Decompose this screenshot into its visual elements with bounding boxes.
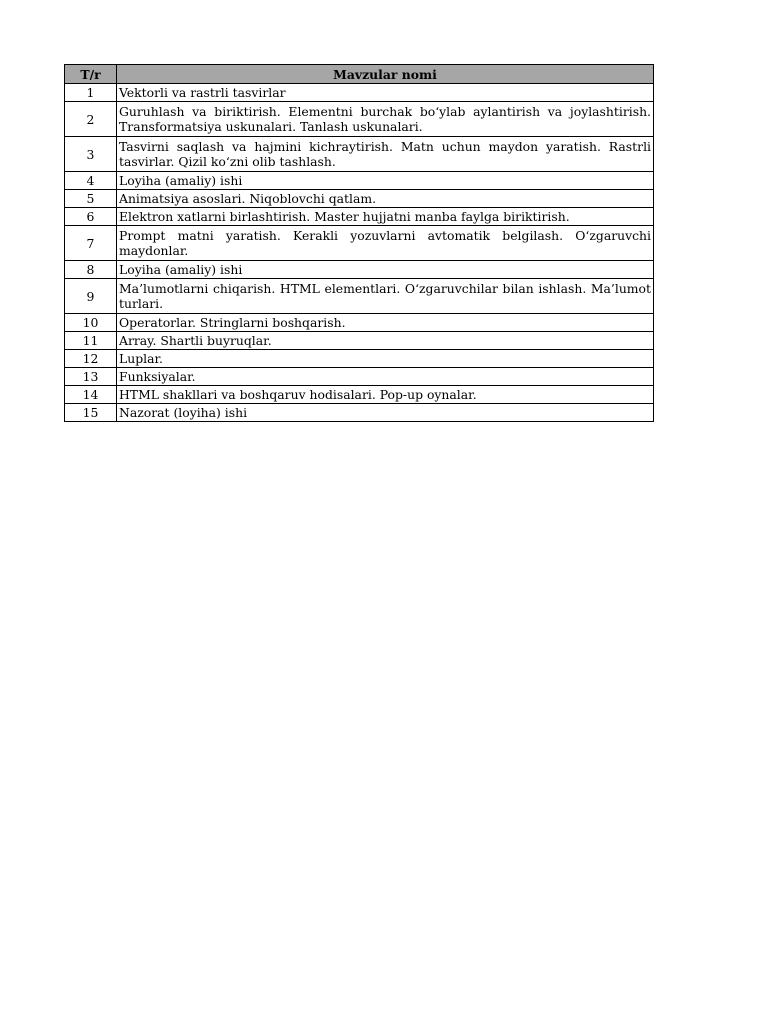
row-number: 3 [65,137,117,172]
table-row [65,84,654,102]
topics-table [64,64,654,422]
table-header-row [65,65,654,84]
header-topic: Mavzular nomi [117,65,654,84]
row-number: 13 [65,368,117,386]
table-row [65,208,654,226]
table-row [65,314,654,332]
row-number: 12 [65,350,117,368]
table-row [65,386,654,404]
row-topic: Loyiha (amaliy) ishi [117,261,654,279]
table-row [65,137,654,172]
row-number: 1 [65,84,117,102]
row-topic: Elektron xatlarni birlashtirish. Master hujjatni manba faylga biriktirish. [117,208,654,226]
row-topic: Prompt matni yaratish. Kerakli yozuvlarni avtomatik belgilash. O‘zgaruvchi maydonlar. [117,226,654,261]
row-number: 5 [65,190,117,208]
row-topic: Funksiyalar. [117,368,654,386]
row-number: 10 [65,314,117,332]
row-topic: HTML shakllari va boshqaruv hodisalari. Pop-up oynalar. [117,386,654,404]
row-number: 11 [65,332,117,350]
header-number: T/r [65,65,117,84]
table-row [65,172,654,190]
table-row [65,332,654,350]
row-topic: Ma’lumotlarni chiqarish. HTML elementlari. O‘zgaruvchilar bilan ishlash. Ma’lumot turlari. [117,279,654,314]
table-row [65,368,654,386]
row-topic: Guruhlash va biriktirish. Elementni burchak bo‘ylab aylantirish va joylashtirish. Transformatsiya uskunalari. Tanlash uskunalari. [117,102,654,137]
row-topic: Operatorlar. Stringlarni boshqarish. [117,314,654,332]
row-topic: Luplar. [117,350,654,368]
row-number: 14 [65,386,117,404]
row-topic: Vektorli va rastrli tasvirlar [117,84,654,102]
table-row [65,190,654,208]
table-row [65,226,654,261]
row-number: 8 [65,261,117,279]
row-topic: Tasvirni saqlash va hajmini kichraytirish. Matn uchun maydon yaratish. Rastrli tasvirlar. Qizil ko‘zni olib tashlash. [117,137,654,172]
row-number: 7 [65,226,117,261]
row-number: 6 [65,208,117,226]
row-number: 15 [65,404,117,422]
table-row [65,102,654,137]
table-row [65,350,654,368]
table-row [65,404,654,422]
row-number: 9 [65,279,117,314]
table-row [65,261,654,279]
row-number: 2 [65,102,117,137]
row-topic: Array. Shartli buyruqlar. [117,332,654,350]
row-number: 4 [65,172,117,190]
row-topic: Loyiha (amaliy) ishi [117,172,654,190]
row-topic: Nazorat (loyiha) ishi [117,404,654,422]
row-topic: Animatsiya asoslari. Niqoblovchi qatlam. [117,190,654,208]
table-row [65,279,654,314]
